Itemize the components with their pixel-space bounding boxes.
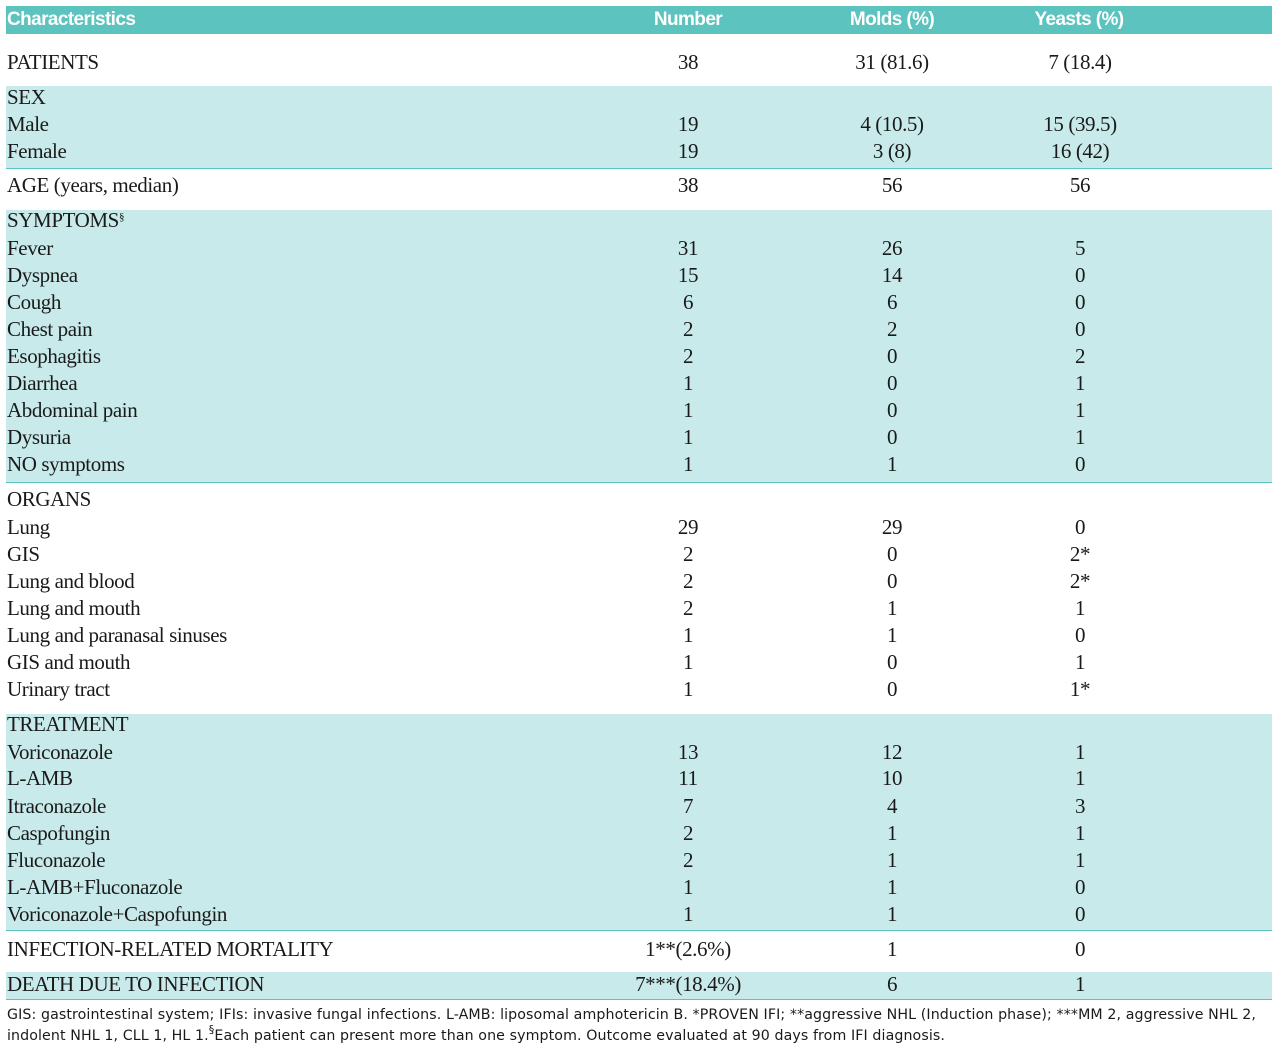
cell-yeasts: 1 bbox=[1074, 650, 1086, 674]
cell-yeasts: 1 bbox=[1074, 972, 1086, 996]
row-label: Male bbox=[7, 112, 49, 136]
cell-number: 19 bbox=[677, 139, 699, 163]
table-row bbox=[0, 711, 1280, 738]
cell-yeasts: 15 (39.5) bbox=[1043, 112, 1117, 136]
table-row bbox=[0, 676, 1280, 703]
section-mark: § bbox=[118, 211, 125, 223]
cell-molds bbox=[792, 486, 992, 513]
cell-yeasts: 0 bbox=[1074, 263, 1086, 287]
cell-yeasts bbox=[980, 711, 1180, 738]
cell-yeasts: 1 bbox=[1074, 371, 1086, 395]
table-row bbox=[0, 343, 1280, 370]
table-row bbox=[0, 649, 1280, 676]
table-row bbox=[0, 847, 1280, 874]
cell-yeasts: 5 bbox=[1074, 236, 1086, 260]
cell-number: 1**(2.6%) bbox=[645, 937, 731, 961]
row-label: TREATMENT bbox=[7, 712, 129, 736]
divider bbox=[6, 930, 1272, 931]
cell-molds: 6 bbox=[886, 972, 898, 996]
cell-number: 1 bbox=[682, 677, 694, 701]
cell-yeasts: 16 (42) bbox=[1050, 139, 1110, 163]
cell-number: 31 bbox=[677, 236, 699, 260]
table-footnote bbox=[7, 1005, 1269, 1047]
cell-molds: 29 bbox=[881, 515, 903, 539]
row-label: GIS bbox=[7, 542, 40, 566]
table-row bbox=[0, 424, 1280, 451]
cell-yeasts: 0 bbox=[1074, 623, 1086, 647]
row-label: Abdominal pain bbox=[7, 398, 138, 422]
cell-yeasts bbox=[980, 84, 1180, 111]
cell-molds: 1 bbox=[886, 623, 898, 647]
divider bbox=[6, 168, 1272, 169]
cell-molds: 1 bbox=[886, 937, 898, 961]
cell-molds: 10 bbox=[881, 766, 903, 790]
row-label: Lung and mouth bbox=[7, 596, 141, 620]
table-header bbox=[6, 6, 1272, 34]
cell-molds: 2 bbox=[886, 317, 898, 341]
cell-number: 1 bbox=[682, 398, 694, 422]
cell-yeasts: 1 bbox=[1074, 596, 1086, 620]
cell-molds: 0 bbox=[886, 677, 898, 701]
cell-molds: 12 bbox=[881, 740, 903, 764]
cell-yeasts: 0 bbox=[1074, 290, 1086, 314]
cell-number: 15 bbox=[677, 263, 699, 287]
cell-yeasts: 0 bbox=[1074, 937, 1086, 961]
row-label: Dyspnea bbox=[7, 263, 78, 287]
table-row bbox=[0, 514, 1280, 541]
cell-yeasts: 0 bbox=[1074, 515, 1086, 539]
footnote-text-continued: Each patient can present more than one symptom. Outcome evaluated at 90 days from IFI diagnosis. bbox=[214, 1028, 945, 1044]
row-label: INFECTION-RELATED MORTALITY bbox=[7, 937, 334, 961]
cell-yeasts: 2* bbox=[1069, 542, 1091, 566]
cell-yeasts: 0 bbox=[1074, 317, 1086, 341]
row-label: AGE (years, median) bbox=[7, 173, 179, 197]
cell-yeasts: 0 bbox=[1074, 902, 1086, 926]
table-row bbox=[0, 936, 1280, 963]
table-row bbox=[0, 486, 1280, 513]
table-row bbox=[0, 370, 1280, 397]
table-row bbox=[0, 971, 1280, 998]
row-label: Chest pain bbox=[7, 317, 93, 341]
table-row bbox=[0, 622, 1280, 649]
cell-number: 1 bbox=[682, 650, 694, 674]
row-label: Urinary tract bbox=[7, 677, 110, 701]
table-row bbox=[0, 765, 1280, 792]
header-yeasts: Yeasts (%) bbox=[1034, 9, 1124, 30]
divider bbox=[6, 482, 1272, 483]
cell-number: 38 bbox=[677, 50, 699, 74]
cell-number: 1 bbox=[682, 425, 694, 449]
cell-number: 11 bbox=[678, 766, 698, 790]
cell-number: 13 bbox=[677, 740, 699, 764]
row-label: Lung and paranasal sinuses bbox=[7, 623, 227, 647]
table-row bbox=[0, 262, 1280, 289]
row-label: Esophagitis bbox=[7, 344, 101, 368]
cell-number: 38 bbox=[677, 173, 699, 197]
cell-molds: 4 bbox=[886, 794, 898, 818]
table-row bbox=[0, 172, 1280, 199]
table-row bbox=[0, 874, 1280, 901]
cell-molds: 0 bbox=[886, 542, 898, 566]
table-row bbox=[0, 316, 1280, 343]
cell-molds bbox=[792, 84, 992, 111]
table-row bbox=[0, 111, 1280, 138]
cell-molds: 1 bbox=[886, 452, 898, 476]
cell-number: 19 bbox=[677, 112, 699, 136]
cell-number: 2 bbox=[682, 569, 694, 593]
cell-number: 7***(18.4%) bbox=[635, 972, 741, 996]
cell-yeasts: 7 (18.4) bbox=[1048, 50, 1112, 74]
table-row bbox=[0, 451, 1280, 478]
row-label: Lung and blood bbox=[7, 569, 135, 593]
cell-number: 2 bbox=[682, 596, 694, 620]
footnote-text: GIS: gastrointestinal system; IFIs: invasive fungal infections. L-AMB: liposomal amphotericin B. *PROVEN IFI; **aggressive NHL (Induction phase); ***MM 2, aggressive NHL 2, indolent NHL 1, CLL 1, HL 1. bbox=[7, 1007, 1256, 1044]
cell-molds: 26 bbox=[881, 236, 903, 260]
cell-molds: 0 bbox=[886, 398, 898, 422]
row-label: ORGANS bbox=[7, 487, 91, 511]
row-label: NO symptoms bbox=[7, 452, 125, 476]
table-row bbox=[0, 235, 1280, 262]
cell-number: 1 bbox=[682, 452, 694, 476]
cell-yeasts bbox=[980, 486, 1180, 513]
table-row bbox=[0, 901, 1280, 928]
table-row bbox=[0, 793, 1280, 820]
cell-molds: 0 bbox=[886, 650, 898, 674]
row-label: L-AMB+Fluconazole bbox=[7, 875, 183, 899]
cell-molds: 1 bbox=[886, 848, 898, 872]
cell-yeasts: 1 bbox=[1074, 425, 1086, 449]
table-row bbox=[0, 397, 1280, 424]
row-label: Fever bbox=[7, 236, 53, 260]
row-label: L-AMB bbox=[7, 766, 73, 790]
cell-molds: 6 bbox=[886, 290, 898, 314]
cell-yeasts: 2 bbox=[1074, 344, 1086, 368]
table-row bbox=[0, 207, 1280, 234]
table-row bbox=[0, 595, 1280, 622]
header-characteristics: Characteristics bbox=[7, 9, 136, 30]
cell-number bbox=[588, 84, 788, 111]
cell-molds: 56 bbox=[881, 173, 903, 197]
row-label: Caspofungin bbox=[7, 821, 110, 845]
row-label: Dysuria bbox=[7, 425, 71, 449]
cell-molds: 14 bbox=[881, 263, 903, 287]
cell-number bbox=[588, 207, 788, 234]
cell-yeasts: 56 bbox=[1069, 173, 1091, 197]
cell-number: 2 bbox=[682, 848, 694, 872]
row-label: GIS and mouth bbox=[7, 650, 131, 674]
row-label: Voriconazole+Caspofungin bbox=[7, 902, 227, 926]
row-label: Lung bbox=[7, 515, 50, 539]
cell-yeasts bbox=[980, 207, 1180, 234]
header-number: Number bbox=[653, 9, 723, 30]
cell-number: 6 bbox=[682, 290, 694, 314]
cell-molds: 31 (81.6) bbox=[855, 50, 929, 74]
cell-yeasts: 2* bbox=[1069, 569, 1091, 593]
table-row bbox=[0, 541, 1280, 568]
table-row bbox=[0, 138, 1280, 165]
cell-molds: 0 bbox=[886, 425, 898, 449]
row-label: SEX bbox=[7, 85, 46, 109]
cell-number bbox=[588, 711, 788, 738]
row-label: Cough bbox=[7, 290, 62, 314]
cell-molds bbox=[792, 711, 992, 738]
row-label: Itraconazole bbox=[7, 794, 106, 818]
table-row bbox=[0, 568, 1280, 595]
cell-yeasts: 1 bbox=[1074, 740, 1086, 764]
cell-number: 1 bbox=[682, 623, 694, 647]
cell-molds: 0 bbox=[886, 371, 898, 395]
row-label: Fluconazole bbox=[7, 848, 106, 872]
cell-yeasts: 1 bbox=[1074, 398, 1086, 422]
cell-molds: 1 bbox=[886, 596, 898, 620]
table-row bbox=[0, 820, 1280, 847]
row-label: PATIENTS bbox=[7, 50, 99, 74]
cell-number: 2 bbox=[682, 317, 694, 341]
row-label: DEATH DUE TO INFECTION bbox=[7, 972, 264, 996]
cell-yeasts: 1 bbox=[1074, 766, 1086, 790]
cell-molds: 0 bbox=[886, 569, 898, 593]
table-row bbox=[0, 49, 1280, 76]
cell-number bbox=[588, 486, 788, 513]
cell-yeasts: 1* bbox=[1069, 677, 1091, 701]
cell-number: 29 bbox=[677, 515, 699, 539]
cell-number: 1 bbox=[682, 902, 694, 926]
cell-number: 2 bbox=[682, 344, 694, 368]
cell-molds bbox=[792, 207, 992, 234]
cell-yeasts: 3 bbox=[1074, 794, 1086, 818]
cell-number: 1 bbox=[682, 875, 694, 899]
cell-yeasts: 0 bbox=[1074, 875, 1086, 899]
cell-yeasts: 1 bbox=[1074, 848, 1086, 872]
cell-molds: 1 bbox=[886, 875, 898, 899]
cell-number: 7 bbox=[682, 794, 694, 818]
cell-molds: 1 bbox=[886, 902, 898, 926]
cell-yeasts: 0 bbox=[1074, 452, 1086, 476]
cell-number: 1 bbox=[682, 371, 694, 395]
cell-number: 2 bbox=[682, 821, 694, 845]
row-label: Voriconazole bbox=[7, 740, 113, 764]
cell-yeasts: 1 bbox=[1074, 821, 1086, 845]
footnote-section-mark: § bbox=[208, 1023, 215, 1036]
cell-molds: 3 (8) bbox=[872, 139, 912, 163]
table-row bbox=[0, 289, 1280, 316]
cell-molds: 4 (10.5) bbox=[860, 112, 924, 136]
row-label: SYMPTOMS§ bbox=[7, 208, 125, 232]
table-row bbox=[0, 84, 1280, 111]
cell-number: 2 bbox=[682, 542, 694, 566]
header-molds: Molds (%) bbox=[849, 9, 935, 30]
cell-molds: 1 bbox=[886, 821, 898, 845]
cell-molds: 0 bbox=[886, 344, 898, 368]
row-label: Diarrhea bbox=[7, 371, 78, 395]
divider bbox=[6, 999, 1272, 1000]
row-label: Female bbox=[7, 139, 67, 163]
table-row bbox=[0, 739, 1280, 766]
